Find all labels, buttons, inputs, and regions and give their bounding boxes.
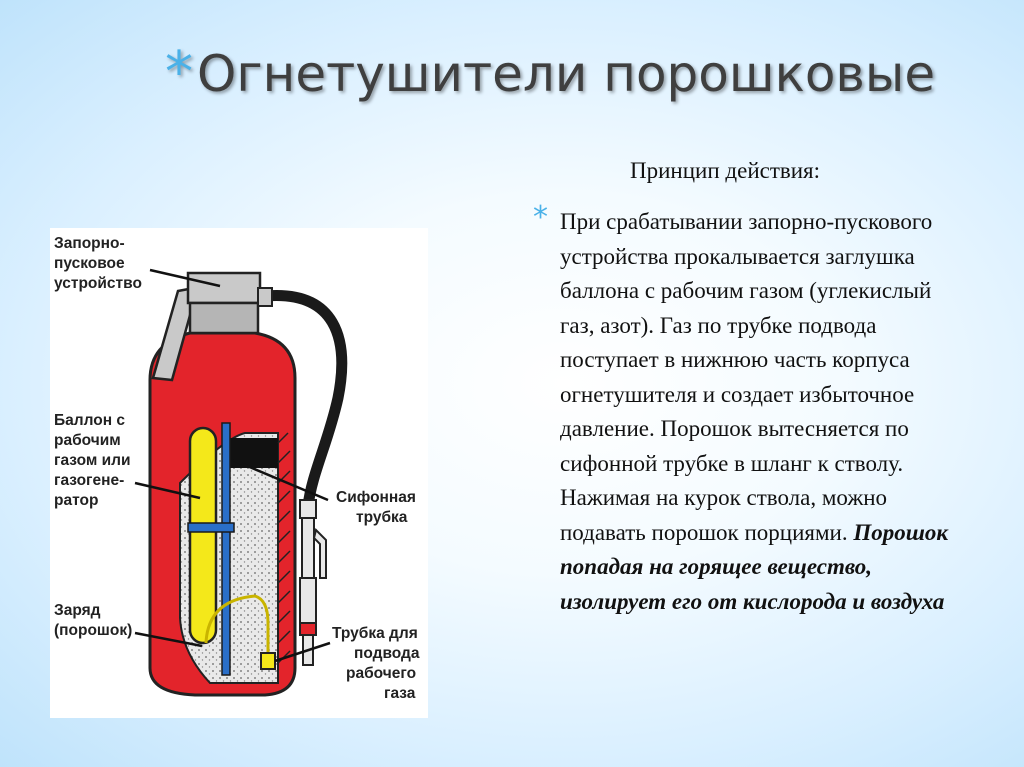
label-valve: Запорно- пусковое устройство (54, 235, 142, 292)
principle-text: При срабатывании запорно-пускового устройства прокалывается заглушка баллона с рабочим газом (углекислый газ, азот). Газ по трубке подвода поступает в нижнюю часть корпуса огнетушителя и создает избыточное давление. Порошок вытесняется по сифонной трубке в шланг к стволу. Нажимая на курок ствола, можно подавать порошок порциями. (560, 209, 933, 545)
nozzle-body (302, 518, 314, 578)
slide-title-text: Огнетушители порошковые (197, 45, 936, 103)
valve-neck (190, 303, 258, 333)
cylinder-clamp (188, 523, 234, 532)
label-charge: Заряд (порошок) (54, 602, 133, 639)
valve-outlet (258, 288, 272, 306)
extinguisher-svg (50, 228, 428, 718)
gas-cylinder (190, 428, 216, 643)
subheading: Принцип действия: (630, 158, 821, 183)
label-siphon: Сифонная трубка (336, 489, 416, 526)
label-gas-tube: Трубка для подвода рабочего газа (332, 625, 420, 702)
valve-head (188, 273, 260, 303)
principle-paragraph (560, 205, 970, 619)
gas-tube-end (261, 653, 275, 669)
slide-title (165, 40, 1015, 105)
label-cylinder: Баллон с рабочим газом или газогене- ратор (54, 412, 131, 509)
paragraph-bullet-icon: * (533, 200, 548, 235)
gas-space (228, 438, 278, 468)
title-bullet-icon: * (165, 40, 193, 105)
siphon-tube (222, 423, 230, 675)
nozzle-trigger (314, 530, 326, 578)
nozzle-coupling (300, 500, 316, 518)
nozzle-grip (300, 578, 316, 623)
nozzle-red-band (300, 623, 316, 635)
principle-emphasis: Порошок попадая на горящее вещество, изолирует его от кислорода и воздуха (560, 519, 949, 614)
extinguisher-diagram (50, 228, 428, 718)
